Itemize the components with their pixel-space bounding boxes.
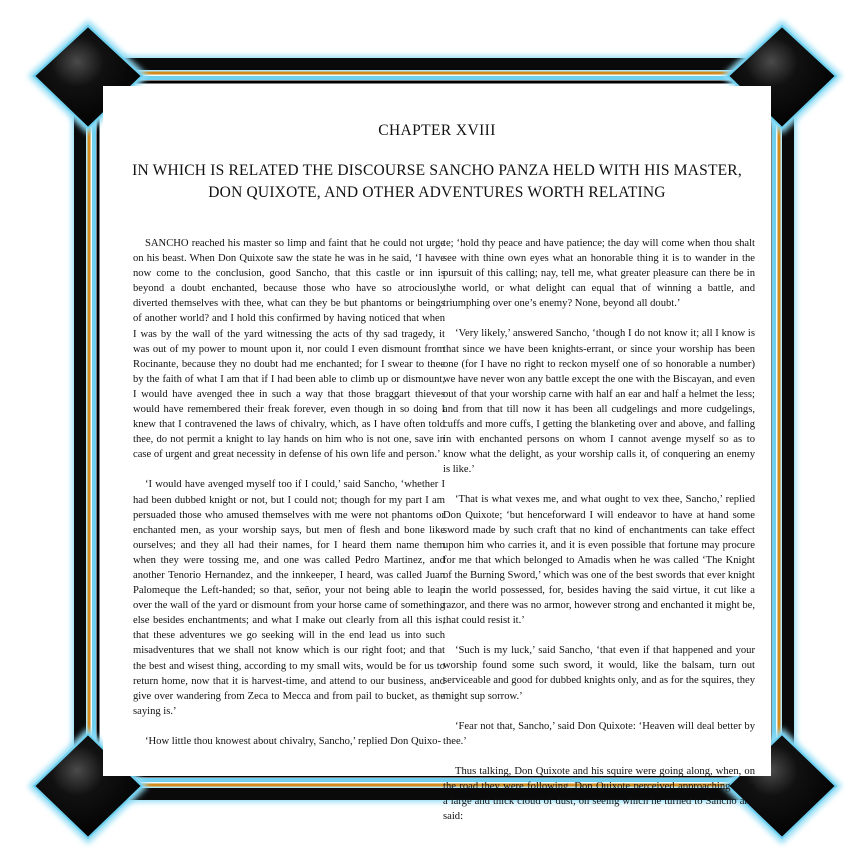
book-page [103, 86, 771, 823]
paragraph: Thus talking, Don Quixote and his squire were going along, when, on the road they were following, Don Quixote perceived approaching them a large and thick cloud of dust, on seeing which he turned to Sancho and said: [443, 765, 755, 823]
right-column [443, 236, 755, 839]
paragraph: ‘I would have avenged myself too if I could,’ said Sancho, ‘whether I had been dubbed knight or not, but I could not; though for my part I am persuaded those who amused themselves with me were not phantoms or enchanted men, as your worship says, but men of flesh and bone like ourselves; and they all had their names, for I heard them name them when they were tossing me, and one was called Pedro Martinez, and another Tenorio Hernandez, and the innkeeper, I heard, was called Juan Palomeque the Left-handed; so that, señor, your not being able to leap over the wall of the yard or dismount from your horse came of something else besides enchantments; and what I make out clearly from all this is, that these adventures we go seeking will in the end lead us into such misadventures that we shall not know which is our right foot; and that the best and wisest thing, according to my small wits, would be for us to return home, now that it is harvest-time, and attend to our business, and give over wandering from Zeca to Mecca and from pail to bucket, as the saying is.’ [133, 479, 445, 717]
left-column [133, 236, 445, 764]
chapter-number: CHAPTER XVIII [378, 122, 496, 139]
paragraph: ‘Fear not that, Sancho,’ said Don Quixote: ‘Heaven will deal better by thee.’ [443, 720, 755, 747]
paragraph-continuation: te; ‘hold thy peace and have patience; the day will come when thou shalt see with thine own eyes what an honorable thing it is to wander in the pursuit of this calling; nay, tell me, what greater pleasure can there be in the world, or what delight can equal that of winning a battle, and triumphing over one’s enemy? None, beyond all doubt.’ [443, 238, 755, 310]
paragraph: ‘Very likely,’ answered Sancho, ‘though I do not know it; all I know is that since we have been knights-errant, or since your worship has been one (for I have no right to reckon myself one of so honorable a number) we have never won any battle except the one with the Biscayan, and even out of that your worship carne with half an ear and half a helmet the less; and from that till now it has been all cudgelings and more cudgelings, cuffs and more cuffs, I getting the blanketing over and above, and falling in with enchanted persons on whom I cannot avenge myself so as to know what the delight, as your worship calls it, of conquering an enemy is like.’ [443, 328, 755, 476]
paragraph: ‘Such is my luck,’ said Sancho, ‘that even if that happened and your worship found some such sword, it would, like the balsam, turn out serviceable and good for dubbed knights only, and as for the squires, they might sup sorrow.’ [443, 645, 755, 702]
chapter-title: IN WHICH IS RELATED THE DISCOURSE SANCHO PANZA HELD WITH HIS MASTER, DON QUIXOTE, AND OTHER ADVENTURES WORTH RELATING [132, 162, 742, 201]
paragraph: ‘How little thou knowest about chivalry, Sancho,’ replied Don Quixo- [145, 735, 441, 747]
paragraph: SANCHO reached his master so limp and faint that he could not urge on his beast. When Don Quixote saw the state he was in he said, ‘I have now come to the conclusion, good Sancho, that this castle or inn is beyond a doubt enchanted, because those who have so atrociously diverted themselves with thee, what can they be but phantoms or beings of another world? and I hold this confirmed by having noticed that when I was by the wall of the yard witnessing the acts of thy sad tragedy, it was out of my power to mount upon it, nor could I even dismount from Rocinante, because they no doubt had me enchanted; for I swear to thee by the faith of what I am that if I had been able to climb up or dismount, I would have avenged thee in such a way that those braggart thieves would have remembered their freak forever, even though in so doing I knew that I contravened the laws of chivalry, which, as I have often told thee, do not permit a knight to lay hands on him who is not one, save in case of urgent and great necessity in defense of his own life and person.’ [133, 238, 445, 461]
paragraph: ‘That is what vexes me, and what ought to vex thee, Sancho,’ replied Don Quixote; ‘but henceforward I will endeavor to have at hand some sword made by such craft that no kind of enchantments can take effect upon him who carries it, and it is even possible that fortune may procure for me that which belonged to Amadis when he was called ‘The Knight of the Burning Sword,’ which was one of the best swords that ever knight in the world possessed, for, besides having the said virtue, it cut like a razor, and there was no armor, however strong and enchanted it might be, that could resist it.’ [443, 494, 755, 627]
